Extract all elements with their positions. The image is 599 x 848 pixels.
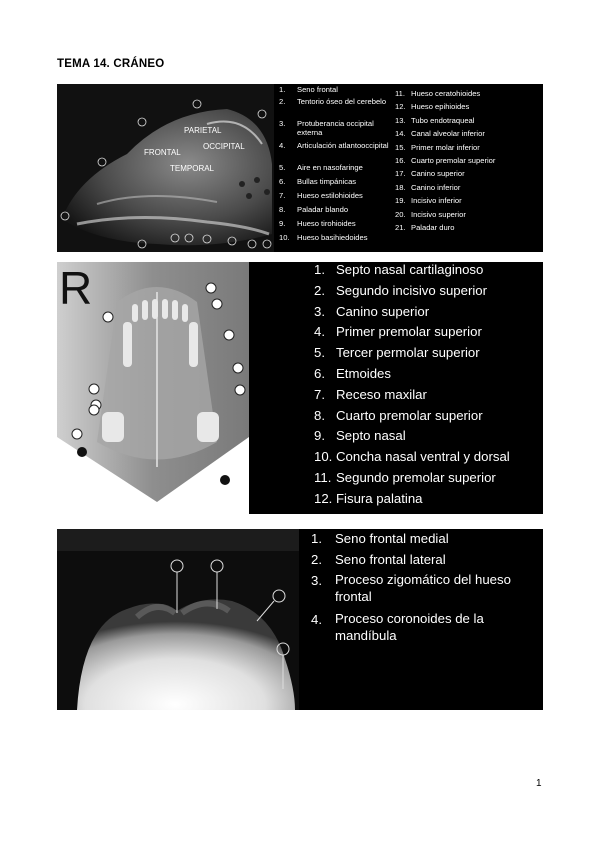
frontal-sinus-figure [57,529,543,710]
page-title: TEMA 14. CRÁNEO [57,58,165,70]
legend-item: 21. Paladar duro [395,222,455,232]
legend-item: 5. Aire en nasofaringe [279,163,363,172]
legend-item: 4. Articulación atlantooccipital [279,141,389,150]
ventrodorsal-xray-image [57,262,249,514]
legend-item: 8. Paladar blando [279,205,349,214]
legend-item: 16. Cuarto premolar superior [395,155,496,165]
legend-item: 10. Concha nasal ventral y dorsal [314,449,510,465]
orientation-marker: R [59,262,93,314]
legend-item: 1. Seno frontal medial [311,531,449,546]
legend-item: 1. Septo nasal cartilaginoso [314,262,484,277]
legend-item: 4. Proceso coronoides de la mandíbula [311,610,484,643]
legend-item: 15. Primer molar inferior [395,142,480,152]
ventrodorsal-skull-figure [57,262,543,514]
legend-item: 6. Etmoides [314,365,391,381]
legend-item: 9. Hueso tirohioides [279,219,356,228]
legend-item: 11. Hueso ceratohioides [395,89,481,98]
legend-item: 14. Canal alveolar inferior [395,129,485,139]
legend-item: 3. Protuberancia occipital externa [279,119,374,137]
frontal-sinus-xray-image [57,529,299,710]
legend-item: 18. Canino inferior [395,182,461,192]
legend-item: 19. Incisivo inferior [395,196,462,206]
region-label-parietal: PARIETAL [184,126,222,135]
legend-item: 7. Hueso estilohioides [279,191,363,200]
legend-item: 7. Receso maxilar [314,386,427,402]
legend-item: 2. Tentorio óseo del cerebelo [279,97,387,106]
region-label-temporal: TEMPORAL [170,164,215,173]
legend-item: 20. Incisivo superior [395,209,466,219]
region-label-occipital: OCCIPITAL [203,142,245,151]
legend-item: 2. Segundo incisivo superior [314,282,488,298]
legend-item: 13. Tubo endotraqueal [395,115,475,125]
legend-item: 3. Canino superior [314,303,430,319]
page-number: 1 [536,778,542,789]
legend-item: 6. Bullas timpánicas [279,177,357,186]
legend-item: 5. Tercer permolar superior [314,345,480,361]
lateral-legend-left [279,86,394,246]
legend-item: 12. Fisura palatina [314,490,423,506]
legend-item: 9. Septo nasal [314,428,406,444]
legend-item: 1. Seno frontal [279,85,338,94]
lateral-skull-xray-image [57,84,274,252]
legend-item: 10. Hueso basihiedoides [279,233,368,242]
ventrodorsal-legend [314,262,542,510]
lateral-skull-figure [57,84,543,252]
legend-item: 4. Primer premolar superior [314,324,482,340]
legend-item: 8. Cuarto premolar superior [314,407,483,423]
legend-item: 17. Canino superior [395,169,465,179]
legend-item: 11. Segundo premolar superior [314,469,496,485]
lateral-legend-right [395,90,541,237]
legend-item: 3. Proceso zigomático del hueso frontal [311,571,511,604]
legend-item: 2. Seno frontal lateral [311,551,446,567]
frontal-sinus-legend [311,529,541,644]
region-label-frontal: FRONTAL [144,148,181,157]
legend-item: 12. Hueso epihioides [395,102,470,112]
